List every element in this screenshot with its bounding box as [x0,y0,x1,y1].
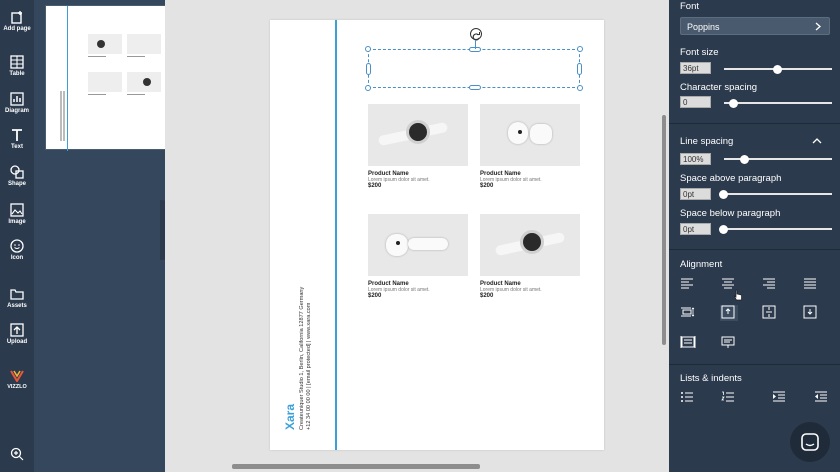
watch-image [480,214,580,276]
resize-handle-br[interactable] [577,85,583,91]
folder-icon [10,287,24,301]
text-wrap-icon [720,335,736,349]
product-card[interactable]: Product Name Lorem ipsum dolor sit amet. $200 [368,214,468,299]
image-icon [10,203,24,217]
upload-icon [10,323,24,337]
outdent-button[interactable] [814,390,832,406]
valign-bottom-icon [802,305,818,319]
shape-button[interactable]: Shape [0,165,34,187]
product-card[interactable]: Product Name Lorem ipsum dolor sit amet. $200 [368,104,468,189]
chevron-right-icon [815,22,821,31]
bullet-list-icon [680,390,694,404]
align-left-icon [680,277,694,291]
space-below-slider-knob[interactable] [719,225,728,234]
product-card[interactable]: Product Name Lorem ipsum dolor sit amet. $200 [480,214,580,299]
line-spacing-input[interactable]: 100% [680,153,711,165]
font-size-slider[interactable] [724,68,832,70]
earbuds-image [368,214,468,276]
space-above-input[interactable]: 0pt [680,188,711,200]
numbered-list-button[interactable] [721,390,739,406]
add-page-icon [10,10,24,24]
valign-top-icon [720,305,736,319]
space-below-label: Space below paragraph [680,208,781,219]
char-spacing-label: Character spacing [680,82,758,93]
align-right-icon [762,277,776,291]
valign-middle-icon [761,305,777,319]
zoom-button[interactable] [0,447,34,463]
font-size-label: Font size [680,47,719,58]
image-button[interactable]: Image [0,203,34,225]
smiley-icon [10,239,24,253]
line-spacing-slider-knob[interactable] [740,155,749,164]
space-above-slider-knob[interactable] [719,190,728,199]
contact-sidebar[interactable] [283,250,313,430]
resize-handle-bl[interactable] [365,85,371,91]
text-wrap-button[interactable] [720,335,738,351]
valign-middle-button[interactable] [761,305,779,321]
shape-icon [10,165,24,179]
address-line-2[interactable]: +12 34 00 00 00 | [email protected] | www.xara.com [306,302,312,430]
align-justify-icon [803,277,817,291]
brand-name[interactable]: Xara [283,403,297,430]
mouse-cursor-icon [733,288,743,300]
char-spacing-slider[interactable] [724,102,832,104]
valign-bottom-button[interactable] [802,305,820,321]
font-select[interactable]: Poppins [680,17,830,35]
line-spacing-slider[interactable] [724,158,832,160]
text-fit-button[interactable] [680,335,698,351]
space-below-slider[interactable] [724,228,832,230]
char-spacing-input[interactable]: 0 [680,96,711,108]
pages-panel [34,0,165,472]
text-button[interactable]: Text [0,128,34,150]
vizzlo-logo-icon [10,370,24,382]
document-page[interactable] [270,20,604,450]
indent-button[interactable] [772,390,790,406]
chevron-up-icon[interactable] [812,138,822,144]
tool-rail [0,0,34,472]
selected-text-box[interactable] [368,49,580,88]
rotate-icon [471,32,481,42]
table-icon [10,55,24,69]
align-right-button[interactable] [762,277,780,293]
line-spacing-label: Line spacing [680,136,734,147]
valign-auto-button[interactable] [680,305,698,321]
char-spacing-slider-knob[interactable] [729,99,738,108]
icon-button[interactable]: Icon [0,239,34,261]
font-label: Font [680,1,700,12]
address-line-1[interactable]: Createuniquer Studio 1, Berlin, California 12877 Germany [299,286,305,430]
chat-icon [800,432,820,452]
diagram-button[interactable]: Diagram [0,92,34,114]
resize-handle-tl[interactable] [365,46,371,52]
diagram-icon [10,92,24,106]
align-justify-button[interactable] [803,277,821,293]
resize-handle-bottom[interactable] [469,85,481,90]
properties-panel [669,0,840,472]
horizontal-scrollbar[interactable] [232,464,480,469]
valign-top-button[interactable] [720,305,738,321]
help-chat-button[interactable] [790,422,830,462]
canvas-area[interactable] [165,0,669,472]
vizzlo-button[interactable]: VIZZLO [0,370,34,390]
watch-image [368,104,468,166]
space-above-slider[interactable] [724,193,832,195]
upload-button[interactable]: Upload [0,323,34,345]
table-button[interactable]: Table [0,55,34,77]
bullet-list-button[interactable] [680,390,698,406]
space-above-label: Space above paragraph [680,173,782,184]
indent-icon [772,390,786,404]
align-left-button[interactable] [680,277,698,293]
outdent-icon [814,390,828,404]
resize-handle-left[interactable] [366,63,371,75]
valign-auto-icon [680,305,696,319]
add-page-button[interactable]: Add page [0,10,34,32]
numbered-list-icon [721,390,735,404]
resize-handle-right[interactable] [577,63,582,75]
font-size-slider-knob[interactable] [773,65,782,74]
space-below-input[interactable]: 0pt [680,223,711,235]
earbuds-image [480,104,580,166]
font-size-input[interactable]: 36pt [680,62,711,74]
rotate-handle[interactable] [470,28,482,40]
accent-line [335,20,337,450]
alignment-label: Alignment [680,259,723,270]
lists-label: Lists & indents [680,373,742,384]
text-fit-icon [680,335,696,349]
product-card[interactable]: Product Name Lorem ipsum dolor sit amet. $200 [480,104,580,189]
resize-handle-tr[interactable] [577,46,583,52]
zoom-in-icon [10,447,24,461]
vertical-scrollbar[interactable] [662,115,666,345]
assets-button[interactable]: Assets [0,287,34,309]
text-icon [10,128,24,142]
